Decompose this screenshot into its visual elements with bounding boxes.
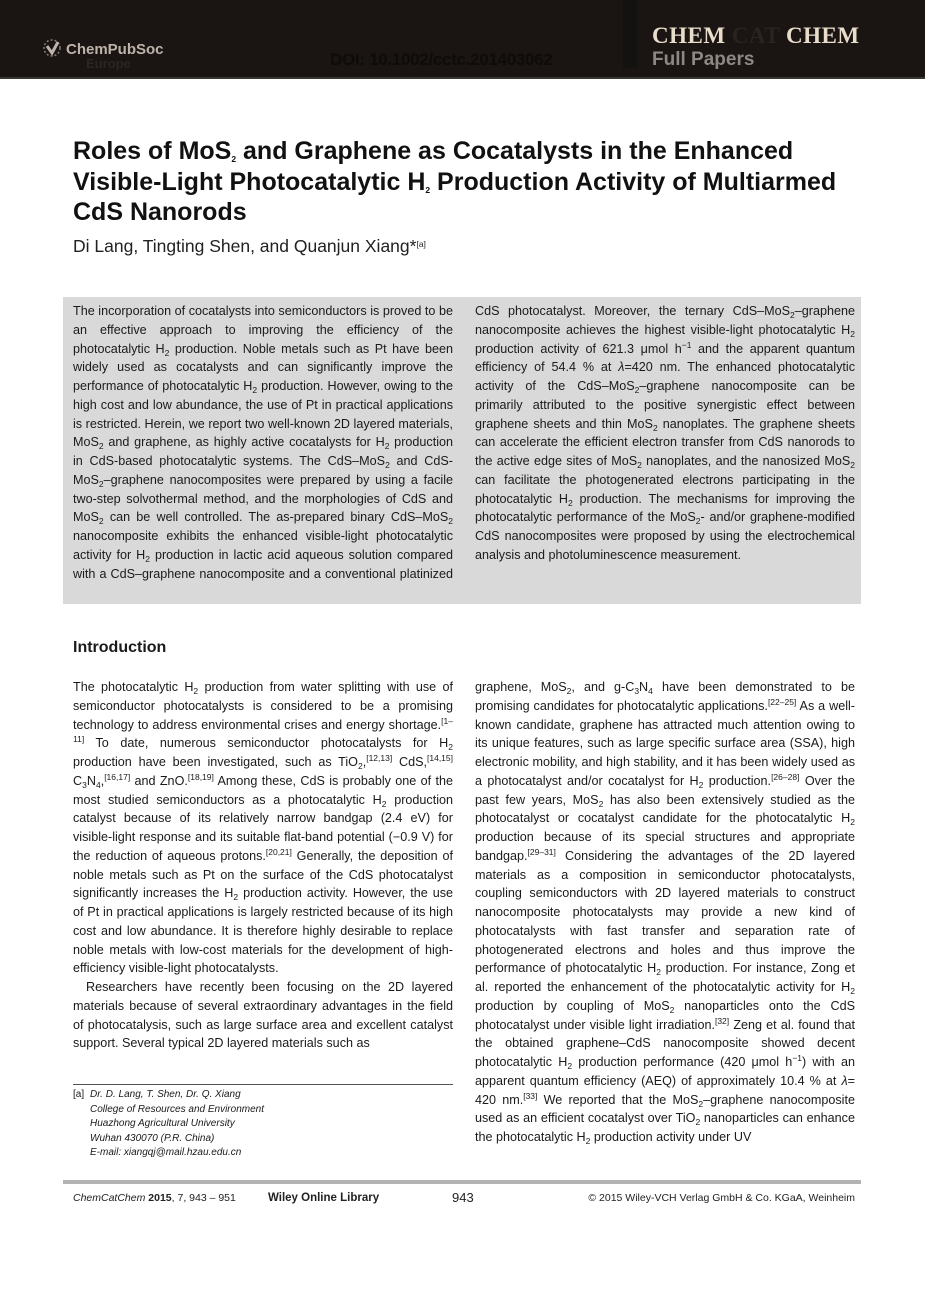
article-title — [73, 136, 863, 228]
footnote-email[interactable]: E-mail: xiangqj@mail.hzau.edu.cn — [90, 1147, 242, 1159]
footer-journal: ChemCatChem — [73, 1192, 146, 1204]
subscript: 2 — [425, 184, 431, 195]
superscript[interactable]: [a] — [416, 239, 426, 249]
text-run: and graphene, as highly active cocatalysts for H — [103, 435, 385, 450]
text-run: can facilitate the photogenerated electrons participating in the photocatalytic H — [475, 472, 855, 506]
subscript: 2 — [448, 742, 453, 753]
text-run: production because of its special structures and appropriate bandgap. — [475, 830, 855, 863]
footnote-line: Huazhong Agricultural University — [90, 1118, 235, 1130]
text-run: = 420 nm. — [475, 1073, 855, 1107]
subscript: 2 — [233, 892, 239, 903]
text-run: –graphene nanocomposite can be primarily attributed to the positive synergistic effect between graphene sheets and thin MoS — [475, 379, 855, 431]
text-run: Over the past few years, MoS — [475, 773, 855, 807]
text-run: Production Activity of Multiarmed CdS Nanorods — [73, 167, 837, 226]
footer-rule — [63, 1180, 861, 1184]
text-run: production activity under UV — [590, 1130, 752, 1144]
subscript: 2 — [598, 798, 604, 809]
text-run: =420 nm. The enhanced photocatalytic activity of the CdS–MoS — [475, 360, 855, 393]
section-heading: Introduction — [73, 639, 167, 656]
text-run: nanoplates, and the nanosized MoS — [641, 454, 851, 468]
text-run: λ — [618, 360, 625, 375]
superscript[interactable]: [1–11] — [73, 715, 453, 745]
subscript: 2 — [669, 1004, 675, 1015]
subscript: 2 — [698, 1098, 704, 1109]
superscript: −1 — [681, 339, 692, 350]
footnote-line: Dr. D. Lang, T. Shen, Dr. Q. Xiang — [90, 1089, 241, 1100]
text-run: Among these, CdS is probably one of the most studied semiconductors as a photocatalytic H — [73, 773, 453, 807]
subscript: 2 — [637, 460, 642, 470]
subscript: 2 — [357, 761, 363, 771]
subscript: 2 — [698, 779, 704, 790]
paragraph — [475, 678, 855, 1147]
superscript[interactable]: [26–28] — [771, 771, 800, 782]
superscript[interactable]: [22–25] — [767, 696, 797, 707]
copyright: © 2015 Wiley-VCH Verlag GmbH & Co. KGaA, Weinheim — [588, 1192, 855, 1204]
text-run: –graphene nanocomposite used as an efficient cocatalyst over TiO — [475, 1092, 855, 1126]
superscript[interactable]: [32] — [714, 1015, 730, 1026]
text-run: production. For instance, Zong et al. reported the enhancement of the photocatalytic activity for H — [475, 961, 855, 994]
text-run: Researchers have recently been focusing on the 2D layered materials because of several extraordinary advantages in the field of photocatalysis, such as large surface area and excellent catalyst support. Several typical 2D layered materials such as — [73, 980, 453, 1051]
subscript: 3 — [82, 779, 87, 790]
text-run: As a well-known candidate, graphene has attracted much attention owing to its unique features, such as large specific surface area (SSA), high electronic mobility, and high stability, and it has been widely used as a photocatalyst and/or cocatalyst for H — [475, 698, 855, 788]
text-run: C — [73, 773, 83, 788]
subscript: 2 — [585, 1136, 591, 1146]
wiley-online-library-link[interactable]: Wiley Online Library — [268, 1192, 380, 1204]
text-run: –graphene nanocomposites were prepared by using a facile two-step solvothermal method, and the morphologies of CdS and MoS — [73, 472, 453, 525]
text-run: , and g-C — [571, 680, 635, 694]
text-run: production catalyst because of its relatively narrow bandgap (2.4 eV) for visible-light response and its suitable flat-band potential (−0.9 V) for the reduction of aqueous protons. — [73, 792, 454, 863]
text-run: production in CdS-based photocatalytic systems. The CdS–MoS — [73, 435, 453, 468]
left-column — [73, 678, 453, 1053]
text-run: Di Lang, Tingting Shen, and Quanjun Xiang* — [73, 236, 417, 256]
text-run: production performance (420 μmol h — [572, 1055, 793, 1069]
author-list — [73, 236, 426, 257]
affiliation-footnote — [73, 1088, 453, 1161]
text-run: production. However, owing to the high cost and low abundance, the use of Pt in practical applications is restricted. Herein, we report two well-known 2D layered materials, MoS — [73, 379, 453, 450]
text-run: ) with an apparent quantum efficiency (AEQ) of approximately 10.4 % at — [475, 1055, 856, 1088]
subscript: 2 — [231, 154, 237, 164]
subscript: 2 — [850, 328, 855, 339]
text-run: can be well controlled. The as-prepared binary CdS–MoS — [103, 510, 449, 525]
text-run: and ZnO. — [130, 773, 188, 788]
subscript: 4 — [95, 779, 101, 790]
subscript: 2 — [384, 441, 390, 452]
text-run: production by coupling of MoS — [475, 998, 670, 1013]
footer-pages: , 7, 943 – 951 — [171, 1192, 236, 1204]
journal-logo-part: CHEM — [652, 23, 726, 48]
text-run: The incorporation of cocatalysts into semiconductors is proved to be an effective approach to improving the efficiency of the photocatalytic H — [73, 304, 453, 356]
subscript: 2 — [145, 553, 150, 564]
subscript: 2 — [652, 422, 658, 433]
superscript: −1 — [792, 1053, 803, 1063]
journal-logo-part: CAT — [731, 23, 780, 48]
subscript: 2 — [164, 347, 170, 358]
paragraph — [73, 978, 453, 1053]
footnote-rule — [73, 1084, 453, 1085]
journal-logo — [652, 23, 860, 49]
text-run: nanoparticles onto the CdS photocatalyst under visible light irradiation. — [475, 998, 855, 1032]
text-run: –graphene nanocomposite achieves the highest visible-light photocatalytic H — [475, 304, 855, 337]
subscript: 2 — [566, 686, 572, 696]
text-run: To date, numerous semiconductor photocatalysts for H — [84, 736, 449, 751]
text-run: We reported that the MoS — [537, 1092, 699, 1107]
superscript[interactable]: [16,17] — [104, 771, 131, 782]
superscript[interactable]: [12,13] — [366, 753, 393, 763]
page-number: 943 — [452, 1190, 474, 1205]
abstract-box — [63, 297, 861, 604]
text-run: graphene, MoS — [475, 680, 567, 694]
text-run: nanocomposite exhibits the enhanced visible-light photocatalytic activity for H — [73, 529, 453, 562]
text-run: and CdS-MoS — [73, 454, 453, 487]
text-run: N — [86, 773, 96, 788]
subscript: 2 — [567, 497, 573, 508]
right-column — [475, 678, 855, 1147]
subscript: 2 — [850, 986, 855, 996]
subscript: 2 — [850, 817, 855, 828]
text-run: The photocatalytic H — [73, 680, 194, 694]
subscript: 2 — [252, 385, 258, 395]
superscript[interactable]: [18,19] — [187, 771, 214, 782]
text-run: production activity of 621.3 μmol h — [475, 341, 682, 356]
subscript: 2 — [98, 441, 104, 452]
subscript: 2 — [381, 798, 387, 809]
subscript: 2 — [385, 460, 390, 470]
subscript: 2 — [695, 1117, 701, 1128]
subscript: 2 — [98, 478, 104, 489]
subscript: 2 — [567, 1061, 573, 1071]
subscript: 2 — [448, 516, 453, 527]
footer-year: 2015 — [148, 1192, 172, 1204]
text-run: - and/or graphene-modified CdS nanocomposites were proposed by using the electrochemical analysis and photoluminescence measurement. — [475, 510, 855, 562]
text-run: and Graphene as Cocatalysts in the Enhanced Visible-Light Photocatalytic H — [73, 137, 794, 196]
text-run: λ — [841, 1073, 848, 1088]
text-run: production have been investigated, such as TiO — [73, 755, 358, 769]
superscript[interactable]: [29–31] — [527, 846, 556, 857]
subscript: 3 — [634, 686, 640, 696]
header-divider — [623, 0, 637, 68]
publisher-sub: Europe — [86, 56, 131, 71]
citation — [73, 1192, 236, 1204]
text-run: production from water splitting with use of semiconductor photocatalysts is considered to be a promising technology to address environmental crises and energy shortage. — [73, 680, 453, 732]
section-label: Full Papers — [652, 49, 755, 70]
chempubsoc-logo-icon — [42, 36, 62, 62]
journal-header — [0, 0, 925, 79]
superscript[interactable]: [14,15] — [427, 753, 453, 763]
superscript[interactable]: [20,21] — [265, 846, 292, 857]
text-run: production. The mechanisms for improving the photocatalytic performance of the MoS — [475, 491, 855, 525]
text-run: CdS, — [392, 755, 427, 769]
doi[interactable]: DOI: 10.1002/cctc.201403062 — [330, 50, 553, 69]
text-run: , — [362, 755, 367, 769]
journal-logo-part: CHEM — [786, 23, 860, 48]
footnote-label: [a] — [73, 1089, 85, 1100]
subscript: 2 — [656, 967, 661, 978]
text-run: production in lactic acid aqueous solution compared with a CdS–graphene nanocomposite and a conventional platinized CdS photocatalyst. Moreover, the ternary CdS–MoS — [73, 304, 791, 581]
text-run: nanoplates. The graphene sheets can accelerate the efficient electron transfer from CdS nanorods to the active edge sites of MoS — [475, 416, 855, 468]
text-run: and the apparent quantum efficiency of 54.4 % at — [475, 341, 855, 375]
header-rule — [0, 77, 925, 79]
footnote-line: College of Resources and Environment — [90, 1103, 264, 1115]
text-run: , — [100, 773, 105, 788]
text-run: Considering the advantages of the 2D layered materials as a composition in semiconductor photocatalysts, coupling semiconductors with 2D layered materials to construct nanocomposite photocatalysts may provide a new kind of photocatalysts with fast transfer and separation rate of photogenerated electrons and holes and thus improve the performance of photocatalytic H — [475, 848, 855, 976]
subscript: 2 — [695, 516, 701, 527]
publisher-name: ChemPubSoc — [66, 40, 164, 58]
subscript: 2 — [790, 310, 795, 320]
abstract-text — [73, 302, 855, 583]
text-run: production activity. However, the use of Pt in practical applications is largely restricted because of its high cost and low abundance. It is therefore highly desirable to replace noble metals with low-cost materials for the development of high-efficiency visible-light photocatalysts. — [73, 886, 453, 976]
footnote-line: Wuhan 430070 (P.R. China) — [90, 1132, 215, 1144]
text-run: nanoparticles can enhance the photocatalytic H — [475, 1111, 855, 1144]
text-run: Generally, the deposition of noble metals such as Pt on the surface of the CdS photocatalyst significantly increases the H — [73, 848, 453, 901]
subscript: 4 — [648, 686, 653, 696]
text-run: production. Noble metals such as Pt have been widely used as cocatalysts and can significantly improve the performance of photocatalytic H — [73, 341, 453, 393]
subscript: 2 — [193, 686, 199, 696]
subscript: 2 — [98, 516, 104, 527]
paragraph — [73, 678, 453, 978]
subscript: 2 — [850, 460, 855, 470]
text-run: Roles of MoS — [73, 137, 232, 165]
text-run: has also been extensively studied as the photocatalyst or cocatalyst candidate for the photocatalytic H — [475, 792, 856, 826]
text-run: have been demonstrated to be promising candidates for photocatalytic applications. — [475, 680, 855, 713]
text-run: Zeng et al. found that the obtained graphene–CdS nanocomposite showed decent photocatalytic H — [475, 1017, 855, 1069]
superscript[interactable]: [33] — [523, 1090, 538, 1101]
subscript: 2 — [634, 385, 640, 395]
text-run: production. — [703, 773, 772, 788]
text-run: N — [639, 680, 649, 694]
